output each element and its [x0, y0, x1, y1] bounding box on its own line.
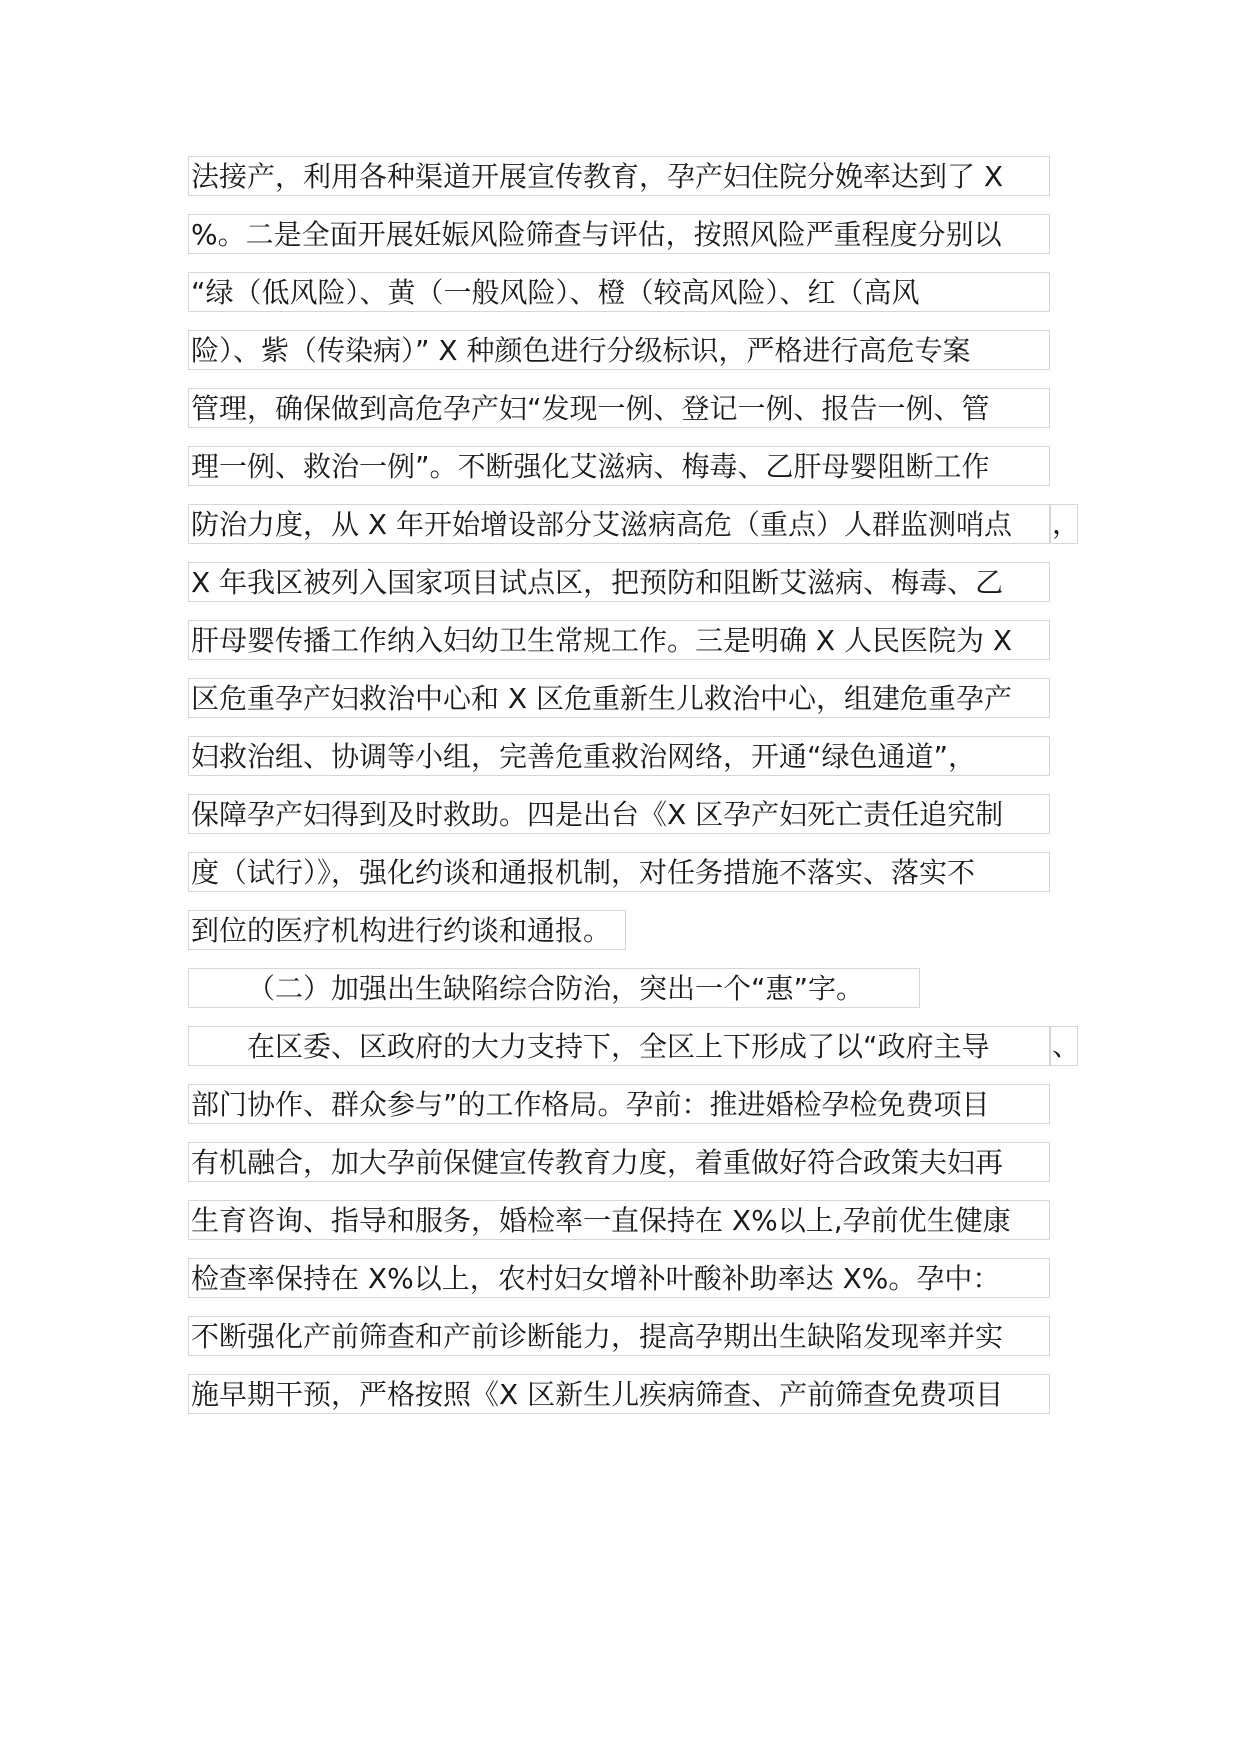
text-line-1: 法接产，利用各种渠道开展宣传教育，孕产妇住院分娩率达到了 X	[188, 156, 1050, 196]
text-line-7: 防治力度，从 X 年开始增设部分艾滋病高危（重点）人群监测哨点	[188, 504, 1050, 544]
text-line-5: 管理，确保做到高危孕产妇“发现一例、登记一例、报告一例、管	[188, 388, 1050, 428]
text-line-16: 在区委、区政府的大力支持下，全区上下形成了以“政府主导	[188, 1026, 1050, 1066]
text-line-12: 保障孕产妇得到及时救助。四是出台《X 区孕产妇死亡责任追究制	[188, 794, 1050, 834]
text-line-10: 区危重孕产妇救治中心和 X 区危重新生儿救治中心，组建危重孕产	[188, 678, 1050, 718]
text-line-17: 部门协作、群众参与”的工作格局。孕前：推进婚检孕检免费项目	[188, 1084, 1050, 1124]
text-line-3: “绿（低风险）、黄（一般风险）、橙（较高风险）、红（高风	[188, 272, 1050, 312]
overflow-mark-7: ，	[1052, 507, 1081, 540]
text-line-18: 有机融合，加大孕前保健宣传教育力度，着重做好符合政策夫妇再	[188, 1142, 1050, 1182]
text-line-4: 险）、紫（传染病）” X 种颜色进行分级标识，严格进行高危专案	[188, 330, 1050, 370]
overflow-mark-16: 、	[1052, 1029, 1081, 1062]
text-line-6: 理一例、救治一例”。不断强化艾滋病、梅毒、乙肝母婴阻断工作	[188, 446, 1050, 486]
text-line-22: 施早期干预，严格按照《X 区新生儿疾病筛查、产前筛查免费项目	[188, 1374, 1050, 1414]
text-line-13: 度（试行）》，强化约谈和通报机制，对任务措施不落实、落实不	[188, 852, 1050, 892]
text-line-14: 到位的医疗机构进行约谈和通报。	[188, 910, 626, 950]
text-line-21: 不断强化产前筛查和产前诊断能力，提高孕期出生缺陷发现率并实	[188, 1316, 1050, 1356]
text-line-19: 生育咨询、指导和服务，婚检率一直保持在 X%以上,孕前优生健康	[188, 1200, 1050, 1240]
text-line-8: X 年我区被列入国家项目试点区，把预防和阻断艾滋病、梅毒、乙	[188, 562, 1050, 602]
text-line-20: 检查率保持在 X%以上，农村妇女增补叶酸补助率达 X%。孕中：	[188, 1258, 1050, 1298]
text-line-9: 肝母婴传播工作纳入妇幼卫生常规工作。三是明确 X 人民医院为 X	[188, 620, 1050, 660]
text-line-11: 妇救治组、协调等小组，完善危重救治网络，开通“绿色通道”，	[188, 736, 1050, 776]
section-heading: （二）加强出生缺陷综合防治，突出一个“惠”字。	[188, 968, 920, 1008]
text-line-2: %。二是全面开展妊娠风险筛查与评估，按照风险严重程度分别以	[188, 214, 1050, 254]
